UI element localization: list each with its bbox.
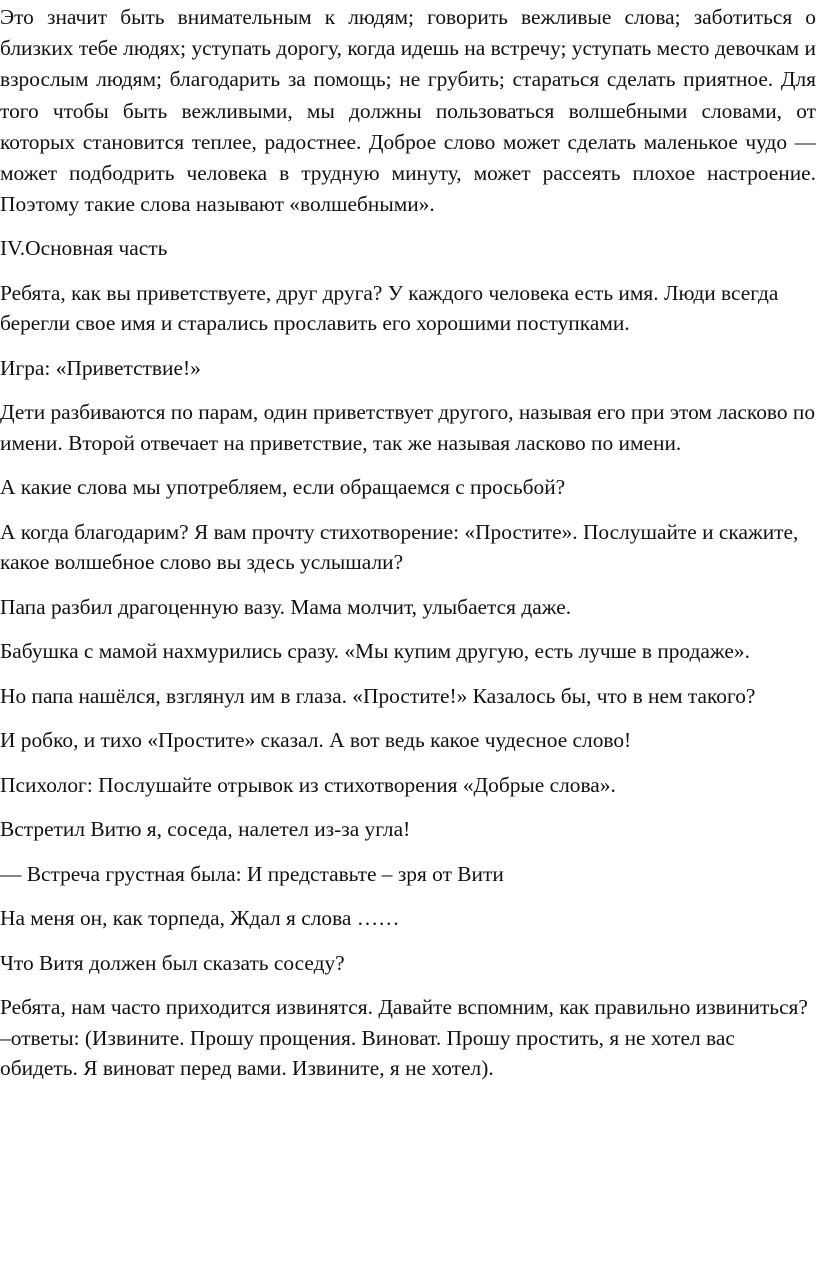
intro-paragraph: Это значит быть внимательным к людям; говорить вежливые слова; заботиться о близких тебе людях; уступать дорогу, когда идешь на встречу; уступать место девочкам и взрослым людям; благодарить за помощь; не грубить; стараться сделать приятное. Для того чтобы быть вежливыми, мы должны пользоваться волшебными словами, от которых становится теплее, радостнее. Доброе слово может сделать маленькое чудо — может подбодрить человека в трудную минуту, может рассеять плохое настроение. Поэтому такие слова называют «волшебными».	[0, 5, 816, 217]
paragraph-request-question: А какие слова мы употребляем, если обращаемся с просьбой?	[0, 475, 566, 500]
paragraph-apology: Ребята, нам часто приходится извинятся. Давайте вспомним, как правильно извиниться? –ответы: (Извините. Прошу прощения. Виноват. Прошу простить, я не хотел вас обидеть. Я виноват перед вами. Извините, я не хотел).	[0, 995, 808, 1081]
paragraph-game-title: Игра: «Приветствие!»	[0, 355, 201, 380]
poem-line-3: Но папа нашёлся, взглянул им в глаза. «Простите!» Казалось бы, что в нем такого?	[0, 683, 756, 708]
paragraph-game-rules: Дети разбиваются по парам, один приветствует другого, называя его при этом ласково по имени. Второй отвечает на приветствие, так же называя ласково по имени.	[0, 400, 816, 455]
poem2-line-2: — Встреча грустная была: И представьте – зря от Вити	[0, 861, 504, 886]
poem-line-2: Бабушка с мамой нахмурились сразу. «Мы купим другую, есть лучше в продаже».	[0, 639, 750, 664]
paragraph-thanks-question: А когда благодарим? Я вам прочту стихотворение: «Простите». Послушайте и скажите, какое волшебное слово вы здесь услышали?	[0, 519, 799, 575]
poem2-line-1: Встретил Витю я, соседа, налетел из-за угла!	[0, 817, 411, 842]
poem-line-1: Папа разбил драгоценную вазу. Мама молчит, улыбается даже.	[0, 594, 572, 619]
section-heading: IV.Основная часть	[0, 236, 168, 261]
poem2-line-3: На меня он, как торпеда, Ждал я слова ……	[0, 906, 400, 931]
poem-line-4: И робко, и тихо «Простите» сказал. А вот ведь какое чудесное слово!	[0, 728, 632, 753]
paragraph-vitya-question: Что Витя должен был сказать соседу?	[0, 950, 345, 975]
paragraph-psychologist: Психолог: Послушайте отрывок из стихотворения «Добрые слова».	[0, 772, 616, 797]
paragraph-greeting-question: Ребята, как вы приветствуете, друг друга? У каждого человека есть имя. Люди всегда берегли свое имя и старались прославить его хорошими поступками.	[0, 280, 779, 336]
